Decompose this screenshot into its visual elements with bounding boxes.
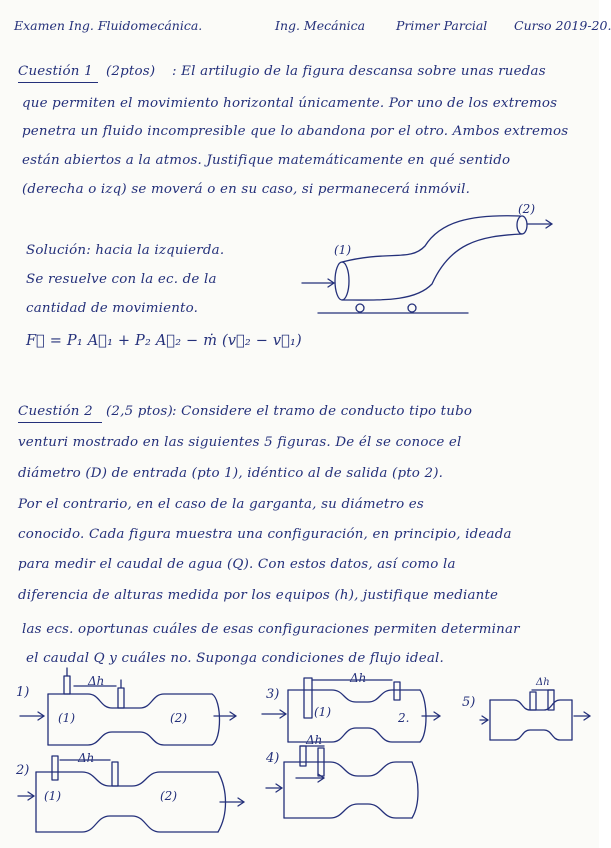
figure-1-height-label: Δh xyxy=(88,674,105,688)
question2-label: Cuestión 2 xyxy=(18,404,93,419)
question2-line: las ecs. oportunas cuáles de esas configuraciones permiten determinar xyxy=(22,622,520,637)
question1-line: están abiertos a la atmos. Justifique matemáticamente en qué sentido xyxy=(22,153,511,168)
question2-line: : Considere el tramo de conducto tipo tubo xyxy=(172,404,473,419)
figure-2-number: 2) xyxy=(16,763,30,778)
question2-line: el caudal Q y cuáles no. Suponga condiciones de flujo ideal. xyxy=(26,651,444,666)
figure-4-height-label: Δh xyxy=(306,733,323,747)
question1-line: que permiten el movimiento horizontal únicamente. Por uno de los extremos xyxy=(22,96,558,111)
figure-1-number: 1) xyxy=(16,685,30,700)
venturi-figure-3 xyxy=(262,678,440,742)
figure-3-number: 3) xyxy=(266,687,280,702)
question2-line: Por el contrario, en el caso de la garganta, su diámetro es xyxy=(18,497,424,512)
figure-1-section-label: (2) xyxy=(170,711,187,725)
venturi-figure-5 xyxy=(480,690,590,740)
question2-points: (2,5 ptos) xyxy=(106,404,173,419)
question1-points: (2ptos) xyxy=(106,64,156,79)
question2-line: para medir el caudal de agua (Q). Con estos datos, así como la xyxy=(18,557,456,572)
program-name: Ing. Mecánica xyxy=(275,18,366,33)
question1-label: Cuestión 1 xyxy=(18,64,93,79)
solution-line: cantidad de movimiento. xyxy=(26,301,199,316)
q1-inlet-label: (1) xyxy=(334,243,351,257)
question1-line: (derecha o izq) se moverá o en su caso, si permanecerá inmóvil. xyxy=(22,182,471,197)
solution-line: Solución: hacia la izquierda. xyxy=(26,243,225,258)
momentum-equation: F⃗ = P₁ A⃗₁ + P₂ A⃗₂ − ṁ (v⃗₂ − v⃗₁) xyxy=(26,333,302,349)
figure-3-section-label: (1) xyxy=(314,705,331,719)
solution-line: Se resuelve con la ec. de la xyxy=(26,272,217,287)
figure-2-section-label: (1) xyxy=(44,789,61,803)
exam-title: Examen Ing. Fluidomecánica. xyxy=(14,18,203,33)
question2-line: diferencia de alturas medida por los equipos (h), justifique mediante xyxy=(18,588,499,603)
figure-4-number: 4) xyxy=(266,751,280,766)
figure-5-height-label: Δh xyxy=(536,677,550,688)
question2-line: venturi mostrado en las siguientes 5 figuras. De él se conoce el xyxy=(18,435,462,450)
q1-outlet-label: (2) xyxy=(518,202,535,216)
figure-1-section-label: (1) xyxy=(58,711,75,725)
figure-3-section-label: 2. xyxy=(398,711,410,725)
figure-2-section-label: (2) xyxy=(160,789,177,803)
figure-2-height-label: Δh xyxy=(78,751,95,765)
exam-session: Primer Parcial xyxy=(396,18,488,33)
venturi-figure-1 xyxy=(20,668,236,745)
figure-3-height-label: Δh xyxy=(350,671,367,685)
question2-line: conocido. Cada figura muestra una configuración, en principio, ideada xyxy=(18,527,512,542)
question1-line: : El artilugio de la figura descansa sobre unas ruedas xyxy=(172,64,546,79)
question1-line: penetra un fluido incompresible que lo abandona por el otro. Ambos extremos xyxy=(22,124,569,139)
figure-5-number: 5) xyxy=(462,695,476,710)
venturi-figure-4 xyxy=(266,746,418,818)
question2-line: diámetro (D) de entrada (pto 1), idéntico al de salida (pto 2). xyxy=(18,466,444,481)
course-year: Curso 2019-20. xyxy=(514,18,611,33)
